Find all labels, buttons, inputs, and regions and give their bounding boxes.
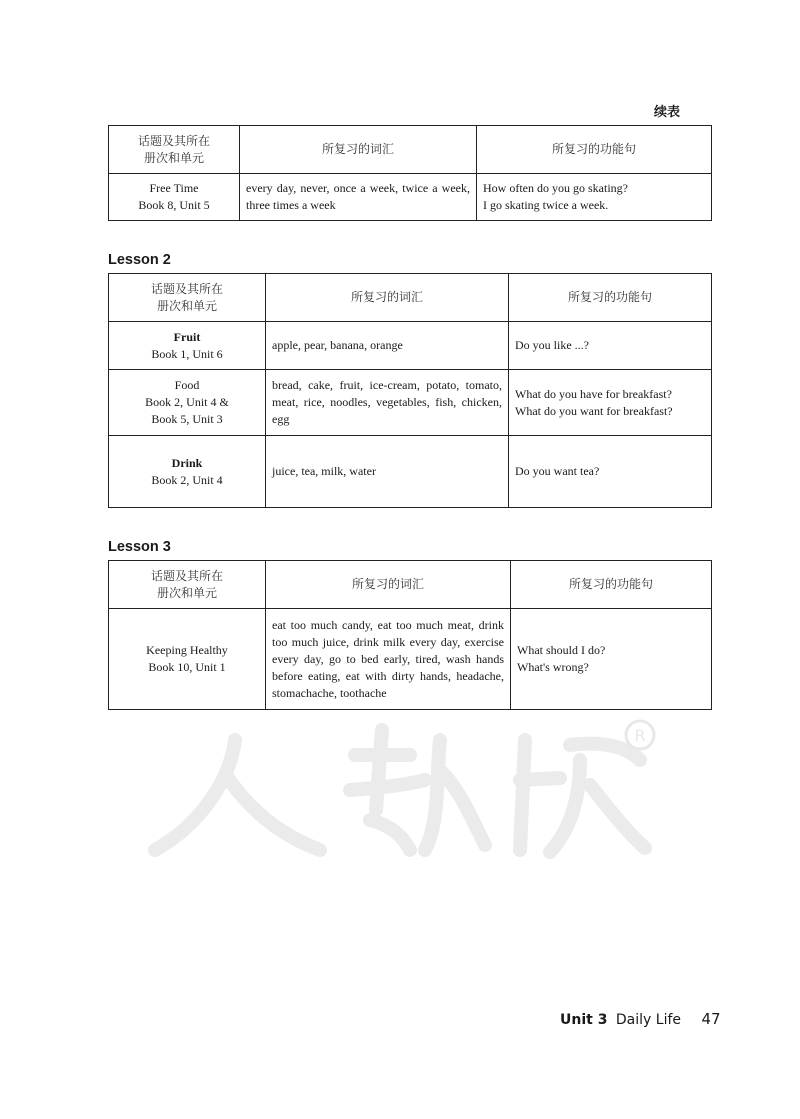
vocab-table-1 [108, 125, 712, 221]
function-sentence: How often do you go skating? [483, 181, 628, 195]
lesson-2-title: Lesson 2 [108, 252, 171, 268]
header-topic [109, 561, 266, 609]
topic-cell [109, 609, 266, 710]
publisher-watermark-logo [140, 700, 660, 880]
header-topic-line-2: 册次和单元 [143, 150, 204, 165]
function-cell [477, 174, 712, 221]
vocab-cell: bread, cake, fruit, ice-cream, potato, tomato, meat, rice, noodles, vegetables, fish, chicken, egg [266, 370, 509, 436]
vocab-table-3 [108, 560, 712, 710]
function-cell [509, 436, 712, 508]
topic-name: Keeping Healthy [146, 643, 228, 657]
header-vocab: 所复习的词汇 [240, 126, 477, 174]
topic-cell [109, 370, 266, 436]
header-vocab: 所复习的词汇 [266, 274, 509, 322]
footer-unit-title: Daily Life [615, 1012, 682, 1028]
function-cell [511, 609, 712, 710]
continued-label: 续表 [654, 105, 681, 120]
page-footer [560, 1010, 721, 1028]
function-cell [509, 322, 712, 370]
topic-name: Drink [171, 455, 203, 470]
vocab-cell: every day, never, once a week, twice a week, three times a week [240, 174, 477, 221]
page-number: 47 [701, 1010, 721, 1028]
svg-text:R: R [634, 726, 646, 745]
table-row [109, 609, 712, 710]
table-row [109, 174, 712, 221]
header-func: 所复习的功能句 [511, 561, 712, 609]
table-row [109, 436, 712, 508]
function-cell [509, 370, 712, 436]
table-header-row [109, 561, 712, 609]
table-row [109, 370, 712, 436]
function-sentence: What should I do? [517, 643, 606, 657]
table-header-row [109, 126, 712, 174]
function-sentence: I go skating twice a week. [483, 198, 609, 212]
topic-cell [109, 436, 266, 508]
vocab-cell: eat too much candy, eat too much meat, drink too much juice, drink milk every day, exercise every day, go to bed early, tired, wash hands before eating, eat with dirty hands, headache, stomachache, toothache [266, 609, 511, 710]
topic-book-unit: Book 10, Unit 1 [148, 660, 226, 674]
header-topic-line-1: 话题及其所在 [137, 133, 210, 148]
topic-book-unit: Book 2, Unit 4 & [145, 395, 229, 409]
topic-name: Fruit [173, 329, 201, 344]
header-vocab: 所复习的词汇 [266, 561, 511, 609]
vocab-cell: apple, pear, banana, orange [266, 322, 509, 370]
topic-cell [109, 174, 240, 221]
header-topic-line-2: 册次和单元 [156, 298, 217, 313]
function-sentence: What's wrong? [517, 660, 589, 674]
topic-book-unit: Book 8, Unit 5 [138, 198, 210, 212]
lesson-3-title: Lesson 3 [108, 539, 171, 555]
vocab-cell: juice, tea, milk, water [266, 436, 509, 508]
header-topic-line-1: 话题及其所在 [150, 281, 223, 296]
topic-book-unit: Book 1, Unit 6 [151, 346, 223, 361]
topic-book-unit: Book 5, Unit 3 [151, 412, 223, 426]
function-sentence: Do you want tea? [515, 464, 600, 478]
header-topic-line-2: 册次和单元 [156, 585, 217, 600]
footer-unit: Unit 3 [560, 1012, 608, 1028]
header-func: 所复习的功能句 [509, 274, 712, 322]
function-sentence: What do you want for breakfast? [515, 403, 673, 418]
topic-name: Free Time [149, 181, 199, 195]
topic-name: Food [174, 378, 200, 392]
table-row [109, 322, 712, 370]
function-sentence: Do you like ...? [515, 338, 589, 352]
header-func: 所复习的功能句 [477, 126, 712, 174]
function-sentence: What do you have for breakfast? [515, 386, 672, 401]
topic-book-unit: Book 2, Unit 4 [151, 472, 223, 487]
table-header-row [109, 274, 712, 322]
header-topic-line-1: 话题及其所在 [150, 568, 223, 583]
topic-cell [109, 322, 266, 370]
header-topic [109, 274, 266, 322]
vocab-table-2 [108, 273, 712, 508]
header-topic [109, 126, 240, 174]
